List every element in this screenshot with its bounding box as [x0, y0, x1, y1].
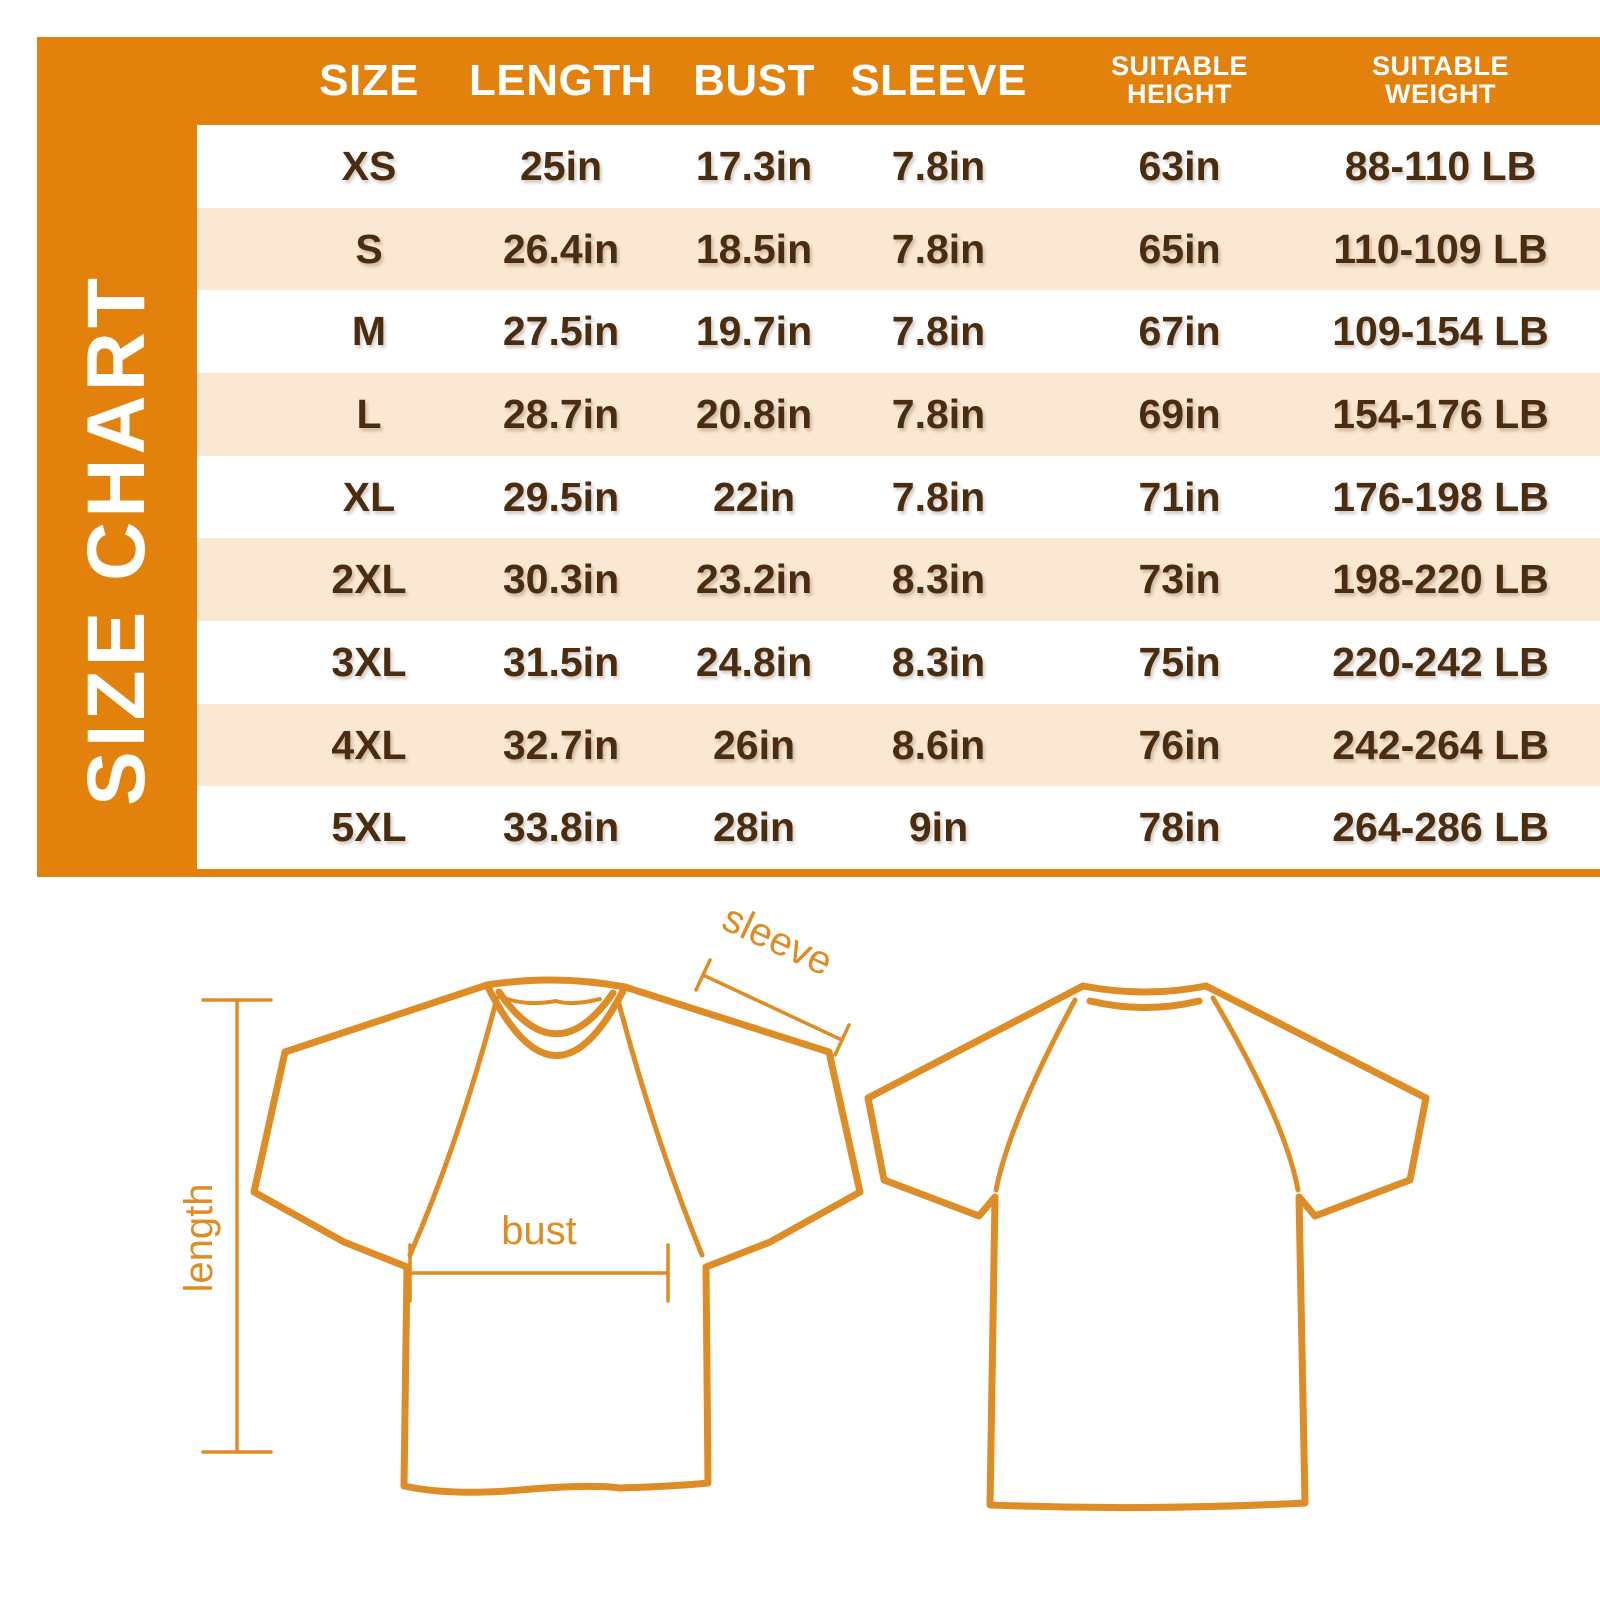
measurement-diagram	[0, 900, 1600, 1600]
cell-sleeve: 8.3in	[891, 638, 986, 685]
side-title-wrap	[37, 125, 197, 869]
front-armhole-seam-left	[410, 998, 497, 1255]
sleeve-line	[703, 975, 842, 1040]
cell-size: M	[351, 308, 387, 355]
front-armhole-seam-right	[618, 1000, 702, 1255]
cell-bust: 26in	[712, 721, 796, 768]
cell-sleeve: 7.8in	[891, 473, 986, 520]
cell-weight: 176-198 LB	[1332, 473, 1549, 520]
table-body	[197, 125, 1600, 869]
cell-length: 28.7in	[502, 390, 620, 437]
table-header-row	[197, 37, 1600, 125]
cell-height: 75in	[1138, 638, 1221, 685]
cell-bust: 20.8in	[695, 390, 813, 437]
cell-bust: 19.7in	[695, 308, 813, 355]
cell-sleeve: 9in	[908, 804, 969, 851]
sleeve-label: sleeve	[715, 900, 840, 985]
cell-size: XL	[342, 473, 396, 520]
size-chart-panel	[37, 37, 1600, 877]
cell-weight: 88-110 LB	[1344, 142, 1537, 189]
header-size: SIZE	[319, 55, 419, 105]
header-length: LENGTH	[469, 55, 653, 105]
cell-weight: 220-242 LB	[1332, 638, 1549, 685]
header-suitable-weight: SUITABLE WEIGHT	[1372, 51, 1509, 109]
cell-length: 30.3in	[502, 556, 620, 603]
table-row	[197, 125, 1600, 208]
cell-size: 5XL	[331, 804, 407, 851]
cell-height: 73in	[1138, 556, 1221, 603]
cell-sleeve: 7.8in	[891, 142, 986, 189]
cell-sleeve: 7.8in	[891, 225, 986, 272]
back-shirt-outline	[868, 986, 1426, 1508]
cell-height: 69in	[1138, 390, 1221, 437]
front-collar-top	[487, 980, 625, 987]
cell-bust: 23.2in	[695, 556, 813, 603]
bust-measure	[410, 1209, 668, 1301]
cell-sleeve: 8.3in	[891, 556, 986, 603]
cell-size: 2XL	[331, 556, 407, 603]
cell-weight: 242-264 LB	[1332, 721, 1549, 768]
cell-size: XS	[341, 142, 397, 189]
page-title: SIZE CHART	[71, 273, 162, 806]
sleeve-tick-left	[696, 960, 710, 990]
length-measure	[177, 1000, 271, 1452]
cell-sleeve: 8.6in	[891, 721, 986, 768]
sleeve-tick-right	[835, 1025, 849, 1055]
cell-sleeve: 7.8in	[891, 308, 986, 355]
table-row	[197, 704, 1600, 787]
cell-weight: 109-154 LB	[1332, 308, 1549, 355]
cell-bust: 17.3in	[695, 142, 813, 189]
cell-sleeve: 7.8in	[891, 390, 986, 437]
cell-height: 65in	[1138, 225, 1221, 272]
cell-height: 76in	[1138, 721, 1221, 768]
cell-size: 4XL	[331, 721, 407, 768]
bust-label: bust	[501, 1209, 577, 1253]
table-row	[197, 208, 1600, 291]
back-collar-band	[1090, 1001, 1199, 1008]
table-row	[197, 456, 1600, 539]
cell-bust: 24.8in	[695, 638, 813, 685]
header-suitable-height: SUITABLE HEIGHT	[1111, 51, 1248, 109]
header-sleeve: SLEEVE	[850, 55, 1027, 105]
table-row	[197, 290, 1600, 373]
cell-length: 27.5in	[502, 308, 620, 355]
cell-bust: 18.5in	[695, 225, 813, 272]
back-shirt-drawing	[868, 986, 1426, 1508]
table-row	[197, 786, 1600, 869]
cell-weight: 198-220 LB	[1332, 556, 1549, 603]
cell-height: 63in	[1138, 142, 1221, 189]
cell-height: 71in	[1138, 473, 1221, 520]
cell-size: S	[355, 225, 383, 272]
table-row	[197, 621, 1600, 704]
cell-height: 78in	[1138, 804, 1221, 851]
cell-length: 32.7in	[502, 721, 620, 768]
cell-bust: 28in	[712, 804, 796, 851]
cell-height: 67in	[1138, 308, 1221, 355]
cell-length: 31.5in	[502, 638, 620, 685]
tshirt-diagram-svg	[0, 900, 1600, 1600]
front-collar-stitch	[507, 999, 600, 1003]
front-collar-outer	[487, 985, 625, 1056]
cell-length: 25in	[519, 142, 603, 189]
size-table	[197, 37, 1600, 869]
cell-bust: 22in	[712, 473, 796, 520]
cell-length: 29.5in	[502, 473, 620, 520]
cell-length: 26.4in	[502, 225, 620, 272]
cell-length: 33.8in	[502, 804, 620, 851]
cell-size: 3XL	[331, 638, 407, 685]
length-label: length	[177, 1183, 221, 1293]
table-row	[197, 373, 1600, 456]
cell-weight: 154-176 LB	[1332, 390, 1549, 437]
cell-weight: 264-286 LB	[1332, 804, 1549, 851]
table-row	[197, 538, 1600, 621]
header-bust: BUST	[693, 55, 815, 105]
cell-weight: 110-109 LB	[1333, 225, 1548, 272]
cell-size: L	[356, 390, 382, 437]
